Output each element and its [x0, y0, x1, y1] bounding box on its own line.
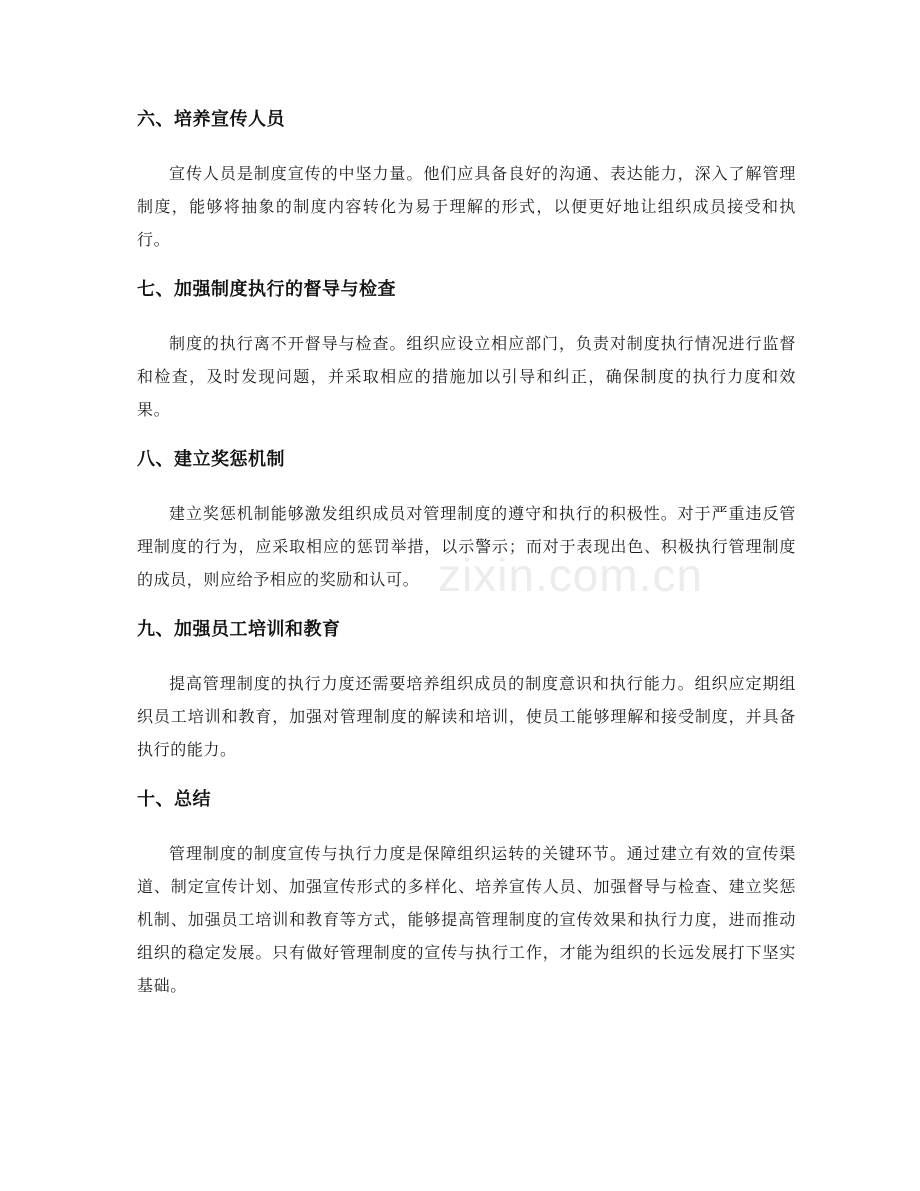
section-training-education — [137, 617, 796, 766]
section-heading: 八、建立奖惩机制 — [137, 449, 285, 470]
section-paragraph: 宣传人员是制度宣传的中坚力量。他们应具备良好的沟通、表达能力，深入了解管理制度，能够将抽象的制度内容转化为易于理解的形式，以便更好地让组织成员接受和执行。 — [137, 164, 796, 249]
section-heading: 九、加强员工培训和教育 — [137, 619, 341, 640]
watermark: zixin.com.cn — [438, 549, 704, 601]
section-heading: 十、总结 — [137, 789, 211, 810]
section-paragraph: 管理制度的制度宣传与执行力度是保障组织运转的关键环节。通过建立有效的宣传渠道、制定宣传计划、加强宣传形式的多样化、培养宣传人员、加强督导与检查、建立奖惩机制、加强员工培训和教育等方式，能够提高管理制度的宣传效果和执行力度，进而推动组织的稳定发展。只有做好管理制度的宣传与执行工作，才能为组织的长远发展打下坚实基础。 — [137, 844, 796, 995]
section-paragraph: 制度的执行离不开督导与检查。组织应设立相应部门，负责对制度执行情况进行监督和检查，及时发现问题，并采取相应的措施加以引导和纠正，确保制度的执行力度和效果。 — [137, 334, 796, 419]
section-heading: 六、培养宣传人员 — [137, 109, 285, 130]
section-summary — [137, 787, 796, 1002]
section-supervision-inspection — [137, 277, 796, 426]
section-paragraph: 提高管理制度的执行力度还需要培养组织成员的制度意识和执行能力。组织应定期组织员工培训和教育，加强对管理制度的解读和培训，使员工能够理解和接受制度，并具备执行的能力。 — [137, 674, 796, 759]
section-cultivate-publicity-staff — [137, 107, 796, 256]
section-heading: 七、加强制度执行的督导与检查 — [137, 279, 396, 300]
section-reward-punishment — [137, 447, 796, 596]
section-paragraph: 建立奖惩机制能够激发组织成员对管理制度的遵守和执行的积极性。对于严重违反管理制度的行为，应采取相应的惩罚举措，以示警示；而对于表现出色、积极执行管理制度的成员，则应给予相应的奖励和认可。 — [137, 504, 796, 589]
